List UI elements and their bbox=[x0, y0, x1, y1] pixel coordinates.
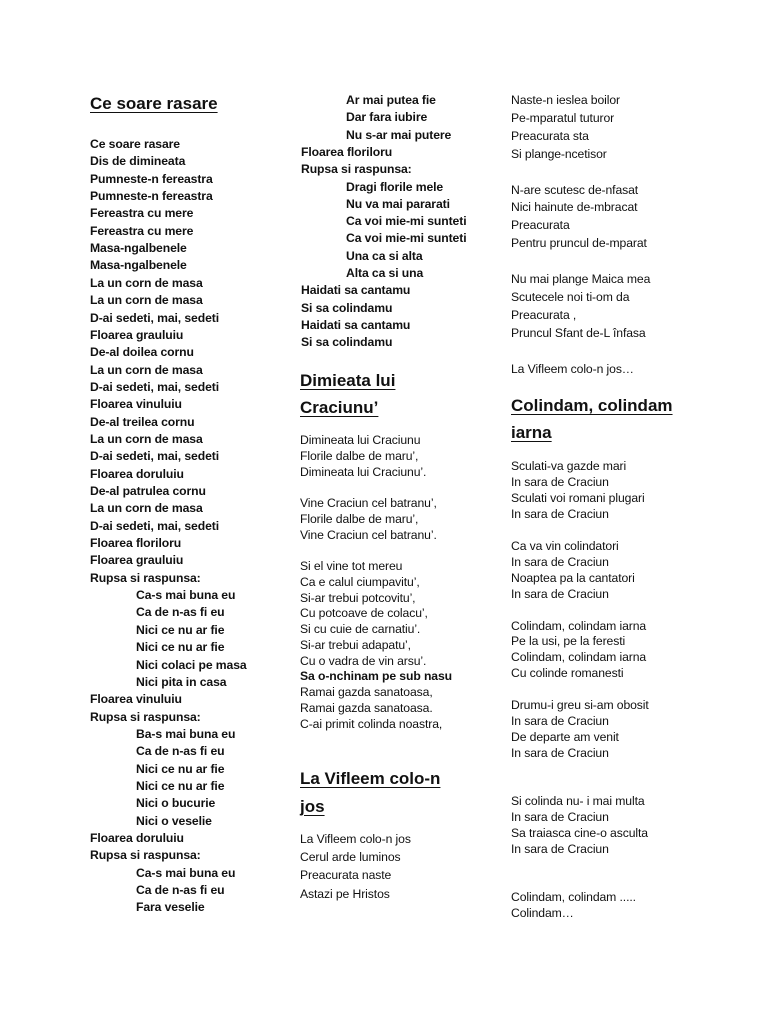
lyric-line: Ar mai putea fie bbox=[346, 93, 436, 107]
lyric-line: La Vifleem colo-n jos bbox=[300, 832, 411, 846]
lyric-line: Nici colaci pe masa bbox=[136, 657, 247, 672]
lyric-line: Pentru pruncul de-mparat bbox=[511, 236, 647, 251]
lyric-line: Ramai gazda sanatoasa, bbox=[300, 685, 433, 699]
lyric-line: Ca-s mai buna eu bbox=[136, 588, 236, 603]
lyric-line: Pe la usi, pe la feresti bbox=[511, 634, 626, 649]
lyric-line: Una ca si alta bbox=[346, 248, 423, 263]
lyric-line: Floarea floriloru bbox=[90, 536, 182, 551]
lyric-line: Vine Craciun cel batranu’. bbox=[300, 527, 437, 542]
lyric-line: De departe am venit bbox=[511, 730, 619, 745]
lyric-line: Sa o-nchinam pe sub nasu bbox=[300, 669, 453, 684]
song-title-dimieata-line2: Craciunu’ bbox=[300, 398, 379, 417]
lyric-line: Nici pita in casa bbox=[136, 674, 227, 689]
lyric-line: Cerul arde luminos bbox=[300, 850, 401, 865]
lyric-line: Dimineata lui Craciunu’. bbox=[300, 464, 427, 479]
lyric-line: N-are scutesc de-nfasat bbox=[511, 182, 639, 197]
lyric-line: Ramai gazda sanatoasa. bbox=[300, 700, 433, 715]
lyric-line: Pe-mparatul tuturor bbox=[511, 110, 615, 125]
lyric-line: Haidati sa cantamu bbox=[301, 317, 411, 332]
lyric-line: Ce soare rasare bbox=[90, 137, 180, 151]
lyric-line: Floarea doruluiu bbox=[90, 831, 184, 845]
lyric-line: Preacurata sta bbox=[511, 128, 589, 143]
lyric-line: Si colinda nu- i mai multa bbox=[511, 793, 645, 808]
lyric-line: Pruncul Sfant de-L înfasa bbox=[511, 325, 646, 340]
lyric-line: Alta ca si una bbox=[346, 266, 424, 280]
song-title-la-vifleem-line2: jos bbox=[300, 797, 325, 816]
lyric-line: Astazi pe Hristos bbox=[300, 886, 390, 901]
lyric-line: Rupsa si raspunsa: bbox=[301, 162, 412, 177]
lyric-line: In sara de Craciun bbox=[511, 746, 609, 761]
lyric-line: Cu potcoave de colacu’, bbox=[300, 606, 428, 621]
song-title-colindam-line1: Colindam, colindam bbox=[511, 396, 673, 415]
lyric-line: Vine Craciun cel batranu’, bbox=[300, 496, 437, 510]
lyric-line: Ca voi mie-mi sunteti bbox=[346, 231, 467, 246]
lyric-line: Ca de n-as fi eu bbox=[136, 883, 225, 898]
lyric-line: Ca voi mie-mi sunteti bbox=[346, 214, 467, 229]
lyric-line: Si sa colindamu bbox=[301, 300, 393, 315]
lyric-line: Ca va vin colindatori bbox=[511, 538, 619, 553]
lyric-line: Floarea grauluiu bbox=[90, 327, 184, 342]
song-title-colindam-line2: iarna bbox=[511, 423, 552, 442]
lyric-line: Si plange-ncetisor bbox=[511, 146, 607, 161]
song-title-dimieata-line1: Dimieata lui bbox=[300, 371, 396, 390]
song-title-ce-soare-rasare: Ce soare rasare bbox=[90, 94, 218, 113]
lyric-line: Nici hainute de-mbracat bbox=[511, 200, 638, 215]
lyric-line: La Vifleem colo-n jos… bbox=[511, 361, 634, 376]
lyric-line: Nici o bucurie bbox=[136, 796, 216, 811]
lyric-line: Pumneste-n fereastra bbox=[90, 189, 213, 204]
lyric-line: Noaptea pa la cantatori bbox=[511, 570, 635, 585]
lyric-line: Nici ce nu ar fie bbox=[136, 761, 225, 776]
lyric-line: Haidati sa cantamu bbox=[301, 283, 411, 298]
lyric-line: Preacurata naste bbox=[300, 868, 392, 883]
lyric-line: Florile dalbe de maru’, bbox=[300, 448, 419, 463]
lyric-line: Ca de n-as fi eu bbox=[136, 605, 225, 620]
lyric-line: Fara veselie bbox=[136, 900, 205, 915]
lyric-line: Si-ar trebui potcovitu’, bbox=[300, 590, 416, 605]
lyric-line: D-ai sedeti, mai, sedeti bbox=[90, 310, 220, 325]
lyric-line: Dragi florile mele bbox=[346, 179, 444, 194]
lyric-line: Ca-s mai buna eu bbox=[136, 865, 236, 880]
lyric-line: Dis de dimineata bbox=[90, 154, 186, 169]
lyric-line: Nici ce nu ar fie bbox=[136, 622, 225, 637]
lyric-line: De-al treilea cornu bbox=[90, 414, 195, 429]
lyric-line: Ba-s mai buna eu bbox=[136, 726, 236, 741]
lyric-line: Colindam, colindam iarna bbox=[511, 650, 647, 665]
lyric-line: Floarea doruluiu bbox=[90, 466, 184, 481]
lyric-line: Drumu-i greu si-am obosit bbox=[511, 698, 649, 713]
lyric-line: Si el vine tot mereu bbox=[300, 559, 403, 573]
lyric-line: Nu s-ar mai putere bbox=[346, 127, 452, 142]
lyric-line: Nici o veselie bbox=[136, 813, 212, 828]
lyric-line: Masa-ngalbenele bbox=[90, 241, 187, 256]
lyric-line: Rupsa si raspunsa: bbox=[90, 709, 201, 724]
lyric-line: Colindam, colindam iarna bbox=[511, 618, 647, 633]
lyric-line: Masa-ngalbenele bbox=[90, 258, 187, 273]
lyric-line: Rupsa si raspunsa: bbox=[90, 848, 201, 863]
lyric-line: In sara de Craciun bbox=[511, 841, 609, 856]
lyric-line: In sara de Craciun bbox=[511, 586, 609, 601]
lyric-line: Nu mai plange Maica mea bbox=[511, 272, 651, 286]
lyric-line: Floarea grauluiu bbox=[90, 553, 184, 568]
lyric-line: La un corn de masa bbox=[90, 362, 203, 377]
lyric-line: Fereastra cu mere bbox=[90, 206, 194, 221]
lyric-line: Floarea vinuluiu bbox=[90, 397, 182, 412]
lyric-line: Si cu cuie de carnatiu’. bbox=[300, 622, 421, 636]
lyric-line: La un corn de masa bbox=[90, 431, 203, 446]
lyric-line: Rupsa si raspunsa: bbox=[90, 570, 201, 585]
lyric-line: Sculati voi romani plugari bbox=[511, 490, 645, 505]
lyric-line: Cu o vadra de vin arsu’. bbox=[300, 653, 427, 668]
lyric-line: Nu va mai pararati bbox=[346, 196, 450, 211]
lyric-line: Preacurata , bbox=[511, 307, 577, 322]
lyric-line: In sara de Craciun bbox=[511, 474, 609, 489]
lyric-line: In sara de Craciun bbox=[511, 506, 609, 521]
lyric-line: Dimineata lui Craciunu bbox=[300, 433, 421, 447]
lyric-line: Nici ce nu ar fie bbox=[136, 778, 225, 793]
lyric-line: In sara de Craciun bbox=[511, 809, 609, 824]
lyric-line: De-al doilea cornu bbox=[90, 345, 194, 360]
lyric-line: Dar fara iubire bbox=[346, 110, 428, 125]
lyric-line: Cu colinde romanesti bbox=[511, 666, 624, 681]
lyric-line: C-ai primit colinda noastra, bbox=[300, 716, 443, 731]
lyric-line: Si sa colindamu bbox=[301, 335, 393, 350]
lyric-line: La un corn de masa bbox=[90, 501, 203, 516]
song-title-la-vifleem-line1: La Vifleem colo-n bbox=[300, 769, 441, 788]
lyric-line: Floarea floriloru bbox=[301, 144, 393, 159]
lyric-line: La un corn de masa bbox=[90, 275, 203, 290]
lyric-line: Fereastra cu mere bbox=[90, 223, 194, 238]
lyric-line: Ca e calul ciumpavitu’, bbox=[300, 574, 420, 589]
lyric-line: D-ai sedeti, mai, sedeti bbox=[90, 449, 220, 464]
lyric-line: Floarea vinuluiu bbox=[90, 692, 182, 707]
lyric-line: Naste-n ieslea boilor bbox=[511, 93, 620, 107]
lyric-line: Pumneste-n fereastra bbox=[90, 171, 213, 186]
lyric-line: Sa traiasca cine-o asculta bbox=[511, 825, 648, 840]
lyric-line: Si-ar trebui adapatu’, bbox=[300, 637, 411, 652]
lyric-line: De-al patrulea cornu bbox=[90, 484, 206, 498]
lyric-line: Sculati-va gazde mari bbox=[511, 459, 627, 473]
lyric-line: In sara de Craciun bbox=[511, 714, 609, 729]
lyric-line: Colindam… bbox=[511, 905, 574, 920]
lyric-line: In sara de Craciun bbox=[511, 554, 609, 569]
lyric-line: D-ai sedeti, mai, sedeti bbox=[90, 379, 220, 394]
lyric-line: Ca de n-as fi eu bbox=[136, 744, 225, 759]
lyric-line: Nici ce nu ar fie bbox=[136, 640, 225, 655]
lyric-line: D-ai sedeti, mai, sedeti bbox=[90, 518, 220, 533]
lyric-line: Preacurata bbox=[511, 218, 570, 233]
lyric-line: Florile dalbe de maru’, bbox=[300, 511, 419, 526]
lyric-line: Scutecele noi ti-om da bbox=[511, 289, 630, 304]
lyric-line: La un corn de masa bbox=[90, 293, 203, 308]
lyric-line: Colindam, colindam ..... bbox=[511, 889, 636, 904]
